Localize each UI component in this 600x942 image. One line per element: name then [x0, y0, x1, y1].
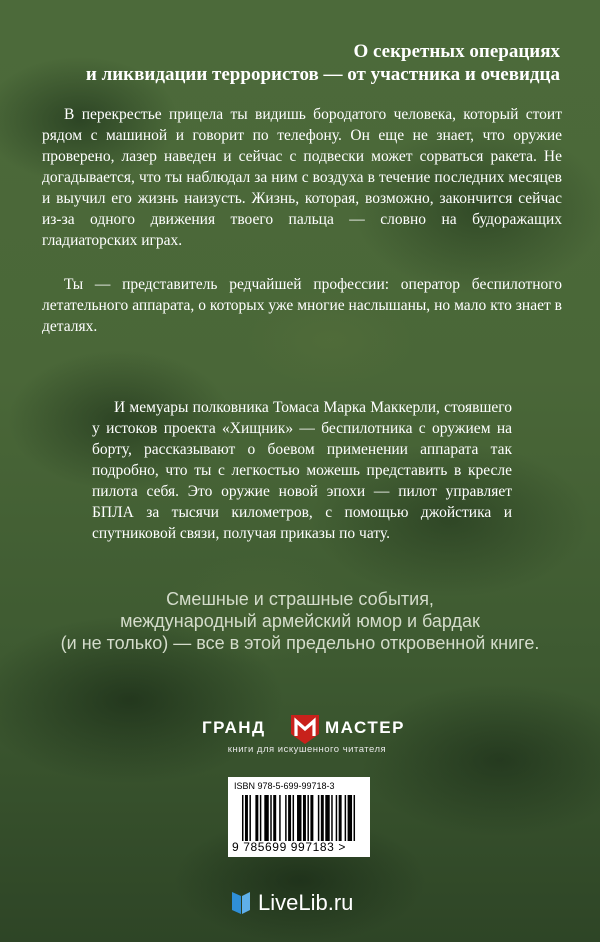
blurb-paragraph-1: В перекрестье прицела ты видишь бородатого человека, который стоит рядом с машиной и говорит по телефону. Он еще не знает, что оружие проверено, лазер наведен и сейчас с подвески может сорваться ракета. Не догадывается, что ты наблюдал за ним с воздуха в течение последних месяцев и выучил его жизнь наизусть. Жизнь, которая, возможно, закончится сейчас из-за одного движения твоего пальца — словно на будоражащих гладиаторских играх.: [42, 106, 562, 249]
blurb-paragraph-2: Ты — представитель редчайшей профессии: оператор беспилотного летательного аппарата, о которых уже многие наслышаны, но мало кто знает в деталях.: [42, 276, 562, 335]
isbn-barcode: [228, 777, 370, 857]
tagline-line-1: Смешные и страшные события,: [166, 589, 434, 609]
tagline-line-2: международный армейский юмор и бардак: [120, 611, 480, 631]
back-cover-heading: [20, 40, 560, 86]
grand-master-logo: [200, 712, 410, 762]
barcode-icon: [242, 795, 358, 841]
logo-word-right: МАСТЕР: [325, 718, 405, 737]
isbn-number: ISBN 978-5-699-99718-3: [234, 781, 335, 791]
tagline-line-3: (и не только) — все в этой предельно откровенной книге.: [60, 633, 540, 653]
shield-m-icon: [288, 712, 322, 746]
heading-line-1: О секретных операциях: [353, 41, 560, 62]
blurb-paragraph-3: И мемуары полковника Томаса Марка Маккерли, стоявшего у истоков проекта «Хищник» — беспилотника с оружием на борту, рассказывают о боевом применении аппарата так подробно, что ты с легкостью можешь представить в кресле пилота себя. Это оружие новой эпохи — пилот управляет БПЛА за тысячи километров, с помощью джойстика и спутниковой связи, получая приказы по чату.: [92, 399, 512, 542]
logo-subtitle: книги для искушенного читателя: [227, 744, 387, 755]
ean-digits: 9 785699 997183 >: [232, 840, 346, 854]
book-icon: [230, 888, 252, 916]
tagline: [20, 588, 580, 654]
heading-line-2: и ликвидации террористов — от участника и очевидца: [85, 64, 560, 85]
logo-word-left: ГРАНД: [202, 718, 266, 737]
livelib-label: LiveLib.ru: [258, 890, 354, 915]
